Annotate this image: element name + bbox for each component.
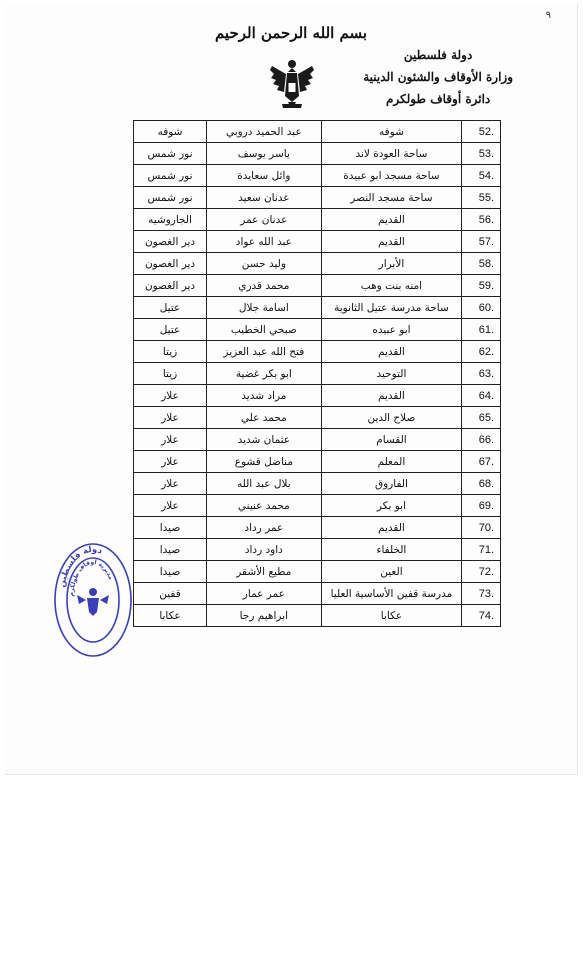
row-number: 68. [462,473,501,495]
town-name: صيدا [134,561,207,583]
table-row [134,429,501,451]
row-number: 66. [462,429,501,451]
mosque-name: ساحة مدرسة عتيل الثانوية [321,297,462,319]
town-name: نور شمس [134,187,207,209]
ministry-header [363,44,513,110]
imam-name: وائل سعايدة [207,165,322,187]
row-number: 62. [462,341,501,363]
row-number: 52. [462,121,501,143]
row-number: 71. [462,539,501,561]
mosque-name: القديم [321,341,462,363]
imam-name: مناضل قشوع [207,451,322,473]
table-row [134,539,501,561]
mosque-name: ساحة مسجد النصر [321,187,462,209]
mosque-name: شوفه [321,121,462,143]
table-row [134,209,501,231]
row-number: 60. [462,297,501,319]
row-number: 69. [462,495,501,517]
imam-name: بلال عبد الله [207,473,322,495]
table-row [134,495,501,517]
town-name: دير الغصون [134,253,207,275]
row-number: 59. [462,275,501,297]
town-name: علار [134,385,207,407]
row-number: 57. [462,231,501,253]
mosque-name: العين [321,561,462,583]
imam-name: عبد الحميد دروبي [207,121,322,143]
mosque-name: ابو عبيده [321,319,462,341]
imam-name: داود رداد [207,539,322,561]
imam-name: ابو بكر غضية [207,363,322,385]
row-number: 73. [462,583,501,605]
town-name: عكابا [134,605,207,627]
town-name: قفين [134,583,207,605]
header-line-directorate: دائرة أوقاف طولكرم [385,92,491,106]
imam-name: محمد قدري [207,275,322,297]
imam-name: اسامة جلال [207,297,322,319]
town-name: علار [134,473,207,495]
imam-name: وليد حسن [207,253,322,275]
imam-name: محمد علي [207,407,322,429]
table-row [134,187,501,209]
table-row [134,231,501,253]
imam-name: عثمان شديد [207,429,322,451]
stamp-inner-text: مديرية أوقاف طولكرم [68,558,115,597]
table-row [134,583,501,605]
table-row [134,517,501,539]
mosque-name: القسام [321,429,462,451]
table-row [134,363,501,385]
table-row [134,451,501,473]
town-name: علار [134,495,207,517]
row-number: 54. [462,165,501,187]
table-row [134,121,501,143]
table-row [134,605,501,627]
row-number: 58. [462,253,501,275]
imam-name: عدنان سعيد [207,187,322,209]
imam-name: محمد عنيني [207,495,322,517]
mosque-name: امنه بنت وهب [321,275,462,297]
document-page [5,4,578,775]
mosque-name: ابو بكر [321,495,462,517]
town-name: علار [134,407,207,429]
town-name: صيدا [134,517,207,539]
row-number: 61. [462,319,501,341]
table-row [134,473,501,495]
town-name: صيدا [134,539,207,561]
row-number: 63. [462,363,501,385]
table-row [134,253,501,275]
table-row [134,275,501,297]
table-row [134,385,501,407]
table-row [134,341,501,363]
table-row [134,143,501,165]
mosque-name: صلاح الدين [321,407,462,429]
imam-name: ابراهيم رجا [207,605,322,627]
town-name: علار [134,451,207,473]
imam-name: عمر عمار [207,583,322,605]
mosque-name: الخلفاء [321,539,462,561]
row-number: 64. [462,385,501,407]
town-name: عتيل [134,319,207,341]
town-name: علار [134,429,207,451]
eagle-emblem-icon [268,56,316,114]
table-row [134,561,501,583]
mosque-name: ساحة العودة لاند [321,143,462,165]
town-name: شوفه [134,121,207,143]
mosque-name: الأبرار [321,253,462,275]
row-number: 67. [462,451,501,473]
official-stamp [41,540,145,660]
row-number: 55. [462,187,501,209]
table-row [134,165,501,187]
table-row [134,407,501,429]
mosque-name: عكابا [321,605,462,627]
table-row [134,319,501,341]
mosque-name: المعلم [321,451,462,473]
imam-name: صبحي الخطيب [207,319,322,341]
header-line-state: دولة فلسطين [403,48,473,62]
imam-name: عبد الله عواد [207,231,322,253]
row-number: 74. [462,605,501,627]
mosque-name: القديم [321,517,462,539]
row-number: 53. [462,143,501,165]
town-name: الجاروشيه [134,209,207,231]
imam-name: مراد شديد [207,385,322,407]
imam-name: فتح الله عبد العزيز [207,341,322,363]
row-number: 72. [462,561,501,583]
town-name: نور شمس [134,165,207,187]
mosque-name: القديم [321,231,462,253]
table-row [134,297,501,319]
imam-name: عمر رداد [207,517,322,539]
mosque-name: مدرسة قفين الأساسية العليا [321,583,462,605]
row-number: 65. [462,407,501,429]
header-line-ministry: وزارة الأوقاف والشئون الدينية [363,70,513,84]
mosque-name: الفاروق [321,473,462,495]
town-name: دير الغصون [134,231,207,253]
mosque-assignment-table [133,120,501,627]
imam-name: عدنان عمر [207,209,322,231]
town-name: زيتا [134,363,207,385]
town-name: دير الغصون [134,275,207,297]
basmala-heading: بسم الله الرحمن الرحيم [214,24,368,42]
page-number: ٩ [545,10,551,21]
mosque-name: القديم [321,385,462,407]
mosque-name: ساحة مسجد ابو عبيدة [321,165,462,187]
row-number: 56. [462,209,501,231]
mosque-name: القديم [321,209,462,231]
stamp-outer-text: دولة فلسطين [57,544,104,589]
town-name: نور شمس [134,143,207,165]
mosque-name: التوحيد [321,363,462,385]
imam-name: مطيع الأشقر [207,561,322,583]
town-name: زيتا [134,341,207,363]
row-number: 70. [462,517,501,539]
town-name: عتيل [134,297,207,319]
imam-name: ياسر يوسف [207,143,322,165]
